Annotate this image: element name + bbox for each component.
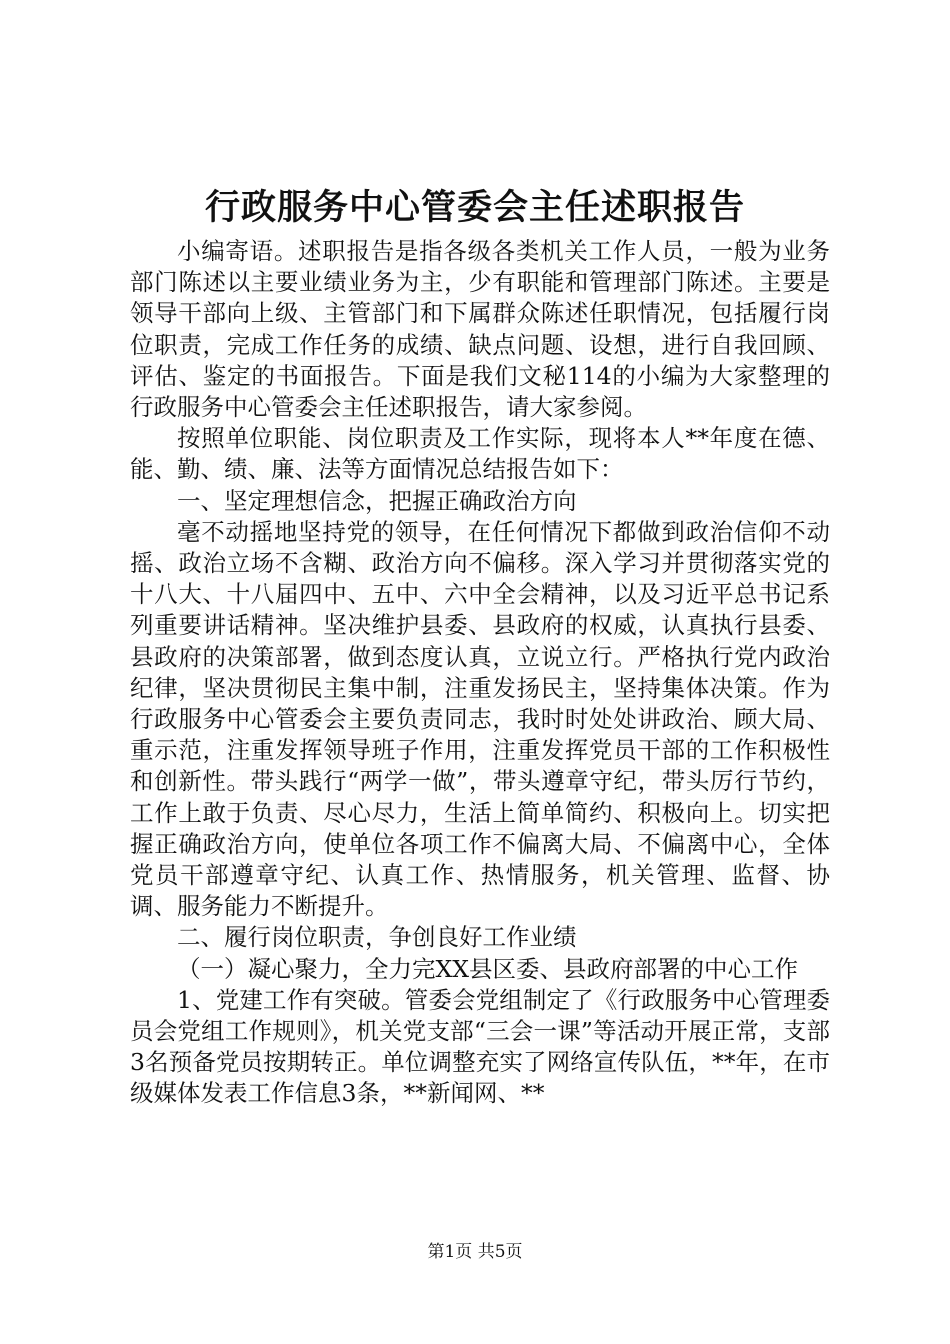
subsection-heading-1: （一）凝心聚力，全力完XX县区委、县政府部署的中心工作	[177, 954, 798, 983]
summary-paragraph: 按照单位职能、岗位职责及工作实际，现将本人**年度在德、能、勤、绩、廉、法等方面情况总结报告如下：	[130, 424, 830, 484]
section-1-paragraph: 毫不动摇地坚持党的领导，在任何情况下都做到政治信仰不动摇、政治立场不含糊、政治方向不偏移。深入学习并贯彻落实党的十八大、十八届四中、五中、六中全会精神，以及习近平总书记系列重要讲话精神。坚决维护县委、县政府的权威，认真执行县委、县政府的决策部署，做到态度认真，立说立行。严格执行党内政治纪律，坚决贯彻民主集中制，注重发扬民主，坚持集体决策。作为行政服务中心管委会主要负责同志，我时时处处讲政治、顾大局、重示范，注重发挥领导班子作用，注重发挥党员干部的工作积极性和创新性。带头践行“两学一做”，带头遵章守纪，带头厉行节约，工作上敢于负责、尽心尽力，生活上简单简约、积极向上。切实把握正确政治方向，使单位各项工作不偏离大局、不偏离中心，全体党员干部遵章守纪、认真工作、热情服务，机关管理、监督、协调、服务能力不断提升。	[130, 517, 830, 921]
intro-paragraph: 小编寄语。述职报告是指各级各类机关工作人员，一般为业务部门陈述以主要业绩业务为主，少有职能和管理部门陈述。主要是领导干部向上级、主管部门和下属群众陈述任职情况，包括履行岗位职责，完成工作任务的成绩、缺点问题、设想，进行自我回顾、评估、鉴定的书面报告。下面是我们文秘114的小编为大家整理的行政服务中心管委会主任述职报告，请大家参阅。	[130, 237, 830, 422]
document-title: 行政服务中心管委会主任述职报告	[204, 187, 745, 228]
section-heading-1: 一、坚定理想信念，把握正确政治方向	[177, 486, 577, 515]
item-1-paragraph: 1、党建工作有突破。管委会党组制定了《行政服务中心管理委员会党组工作规则》，机关党支部“三会一课”等活动开展正常，支部3名预备党员按期转正。单位调整充实了网络宣传队伍，**年，在市级媒体发表工作信息3条，**新闻网、**	[130, 985, 830, 1108]
document-body	[130, 236, 830, 1110]
section-heading-2: 二、履行岗位职责，争创良好工作业绩	[177, 923, 577, 952]
page-footer: 第1页 共5页	[427, 1242, 523, 1262]
